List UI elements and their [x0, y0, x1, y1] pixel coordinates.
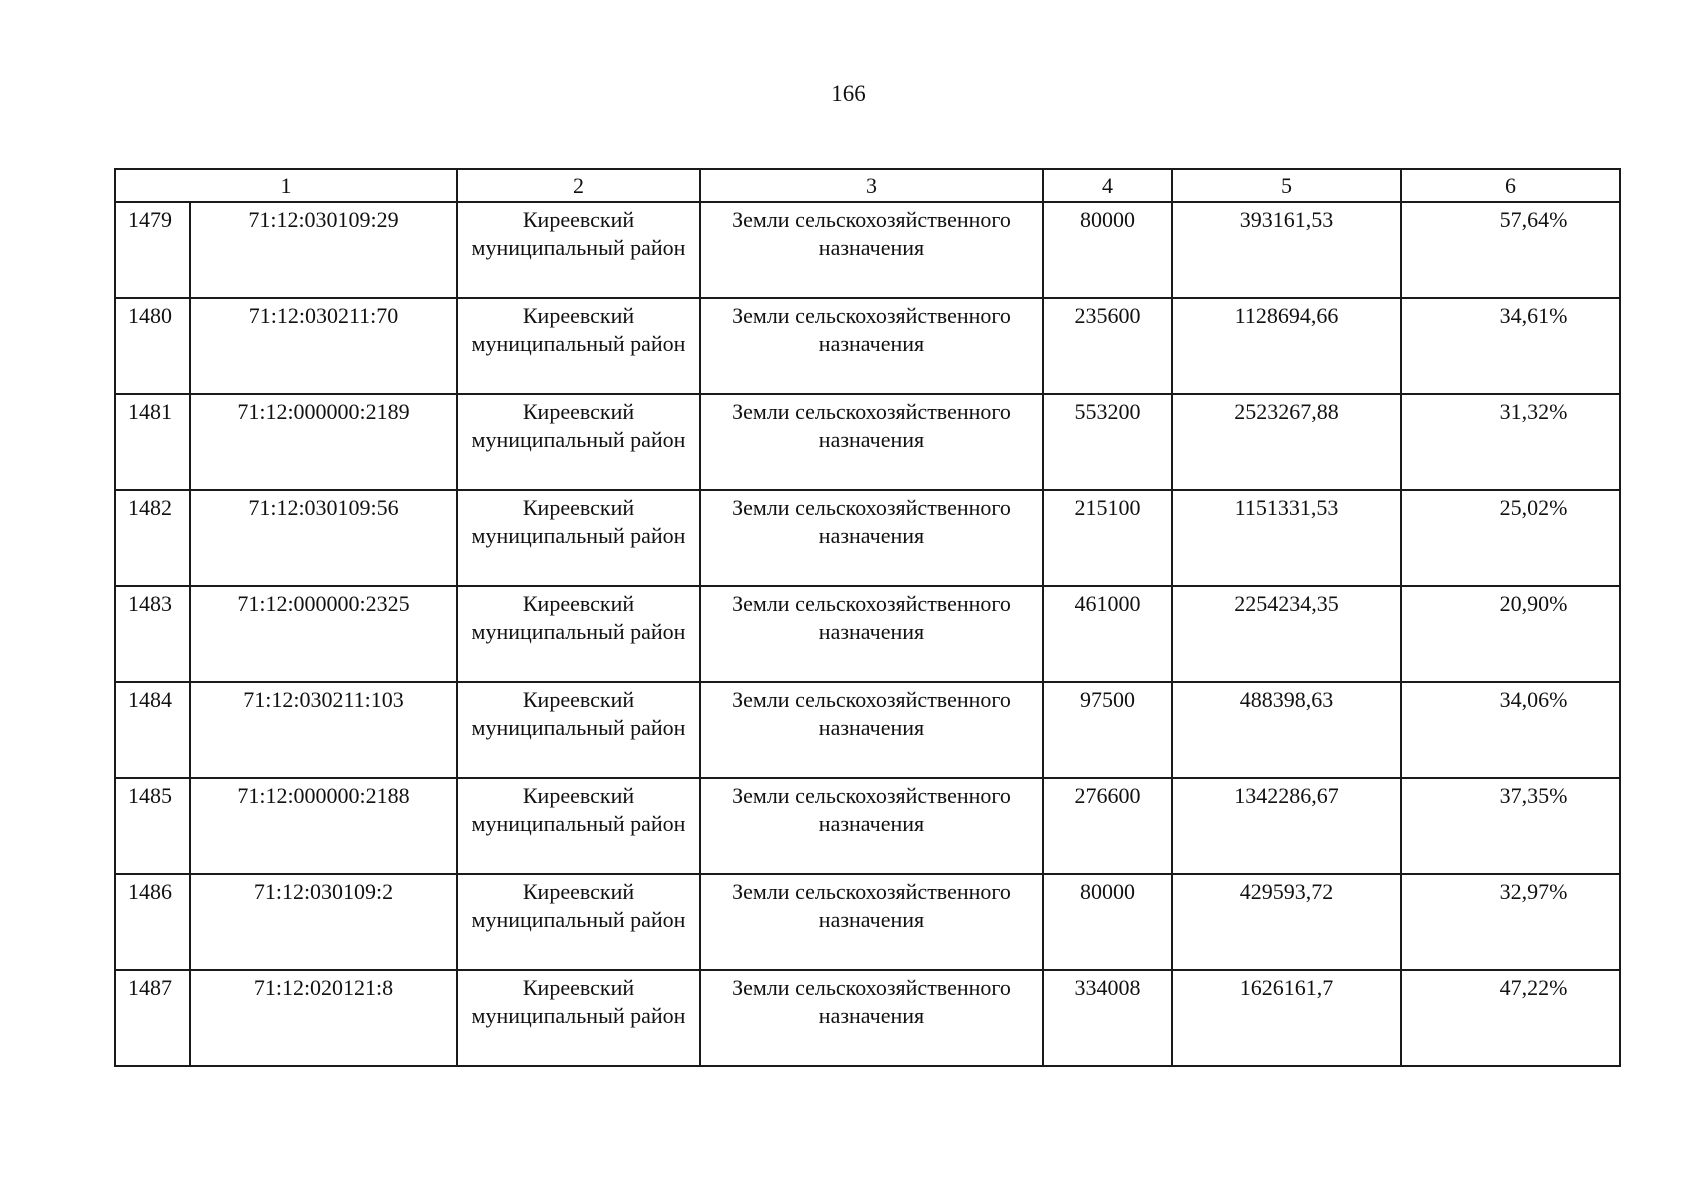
cell-cadastral-value: 1342286,67 [1172, 778, 1401, 874]
column-header-2: 2 [457, 169, 700, 202]
cell-land-category: Земли сельскохозяйственного назначения [700, 298, 1043, 394]
cell-municipality: Киреевский муниципальный район [457, 490, 700, 586]
table-row [115, 682, 1620, 778]
cell-cadastral-number: 71:12:030109:2 [190, 874, 457, 970]
cell-row-number: 1486 [115, 874, 190, 970]
cell-municipality: Киреевский муниципальный район [457, 874, 700, 970]
cell-municipality: Киреевский муниципальный район [457, 394, 700, 490]
cell-row-number: 1479 [115, 202, 190, 298]
cell-land-category: Земли сельскохозяйственного назначения [700, 682, 1043, 778]
cell-cadastral-number: 71:12:030211:70 [190, 298, 457, 394]
cell-area: 553200 [1043, 394, 1172, 490]
cell-cadastral-value: 1626161,7 [1172, 970, 1401, 1066]
table-row [115, 490, 1620, 586]
cell-area: 215100 [1043, 490, 1172, 586]
cell-municipality: Киреевский муниципальный район [457, 970, 700, 1066]
cell-area: 80000 [1043, 874, 1172, 970]
table-row [115, 298, 1620, 394]
cell-percent: 31,32% [1401, 394, 1620, 490]
column-header-6: 6 [1401, 169, 1620, 202]
cell-percent: 57,64% [1401, 202, 1620, 298]
cell-row-number: 1480 [115, 298, 190, 394]
cell-cadastral-number: 71:12:000000:2188 [190, 778, 457, 874]
column-header-4: 4 [1043, 169, 1172, 202]
cell-municipality: Киреевский муниципальный район [457, 202, 700, 298]
cell-cadastral-value: 429593,72 [1172, 874, 1401, 970]
cell-cadastral-value: 2254234,35 [1172, 586, 1401, 682]
cell-municipality: Киреевский муниципальный район [457, 682, 700, 778]
table-row [115, 394, 1620, 490]
table-row [115, 970, 1620, 1066]
table-row [115, 202, 1620, 298]
cell-row-number: 1482 [115, 490, 190, 586]
cell-municipality: Киреевский муниципальный район [457, 778, 700, 874]
cell-cadastral-number: 71:12:020121:8 [190, 970, 457, 1066]
cell-percent: 34,06% [1401, 682, 1620, 778]
cell-cadastral-value: 2523267,88 [1172, 394, 1401, 490]
table-row [115, 874, 1620, 970]
column-header-1: 1 [115, 169, 457, 202]
cell-cadastral-value: 1151331,53 [1172, 490, 1401, 586]
cell-row-number: 1485 [115, 778, 190, 874]
cell-percent: 34,61% [1401, 298, 1620, 394]
cell-area: 276600 [1043, 778, 1172, 874]
cell-row-number: 1487 [115, 970, 190, 1066]
cell-cadastral-value: 393161,53 [1172, 202, 1401, 298]
cell-cadastral-number: 71:12:000000:2325 [190, 586, 457, 682]
cell-cadastral-number: 71:12:030109:29 [190, 202, 457, 298]
cell-cadastral-number: 71:12:030109:56 [190, 490, 457, 586]
cell-row-number: 1483 [115, 586, 190, 682]
cell-cadastral-value: 1128694,66 [1172, 298, 1401, 394]
land-register-table [114, 168, 1621, 1067]
column-header-5: 5 [1172, 169, 1401, 202]
column-header-3: 3 [700, 169, 1043, 202]
table-header-row [115, 169, 1620, 202]
cell-percent: 47,22% [1401, 970, 1620, 1066]
cell-area: 80000 [1043, 202, 1172, 298]
cell-cadastral-value: 488398,63 [1172, 682, 1401, 778]
table-row [115, 778, 1620, 874]
cell-cadastral-number: 71:12:000000:2189 [190, 394, 457, 490]
cell-land-category: Земли сельскохозяйственного назначения [700, 202, 1043, 298]
cell-land-category: Земли сельскохозяйственного назначения [700, 490, 1043, 586]
cell-row-number: 1484 [115, 682, 190, 778]
cell-area: 334008 [1043, 970, 1172, 1066]
cell-cadastral-number: 71:12:030211:103 [190, 682, 457, 778]
cell-percent: 32,97% [1401, 874, 1620, 970]
page-number: 166 [831, 81, 866, 106]
cell-land-category: Земли сельскохозяйственного назначения [700, 586, 1043, 682]
cell-area: 235600 [1043, 298, 1172, 394]
cell-land-category: Земли сельскохозяйственного назначения [700, 778, 1043, 874]
cell-land-category: Земли сельскохозяйственного назначения [700, 874, 1043, 970]
cell-land-category: Земли сельскохозяйственного назначения [700, 970, 1043, 1066]
cell-percent: 20,90% [1401, 586, 1620, 682]
table-row [115, 586, 1620, 682]
cell-land-category: Земли сельскохозяйственного назначения [700, 394, 1043, 490]
cell-row-number: 1481 [115, 394, 190, 490]
cell-area: 97500 [1043, 682, 1172, 778]
cell-percent: 25,02% [1401, 490, 1620, 586]
cell-municipality: Киреевский муниципальный район [457, 298, 700, 394]
cell-percent: 37,35% [1401, 778, 1620, 874]
cell-area: 461000 [1043, 586, 1172, 682]
cell-municipality: Киреевский муниципальный район [457, 586, 700, 682]
